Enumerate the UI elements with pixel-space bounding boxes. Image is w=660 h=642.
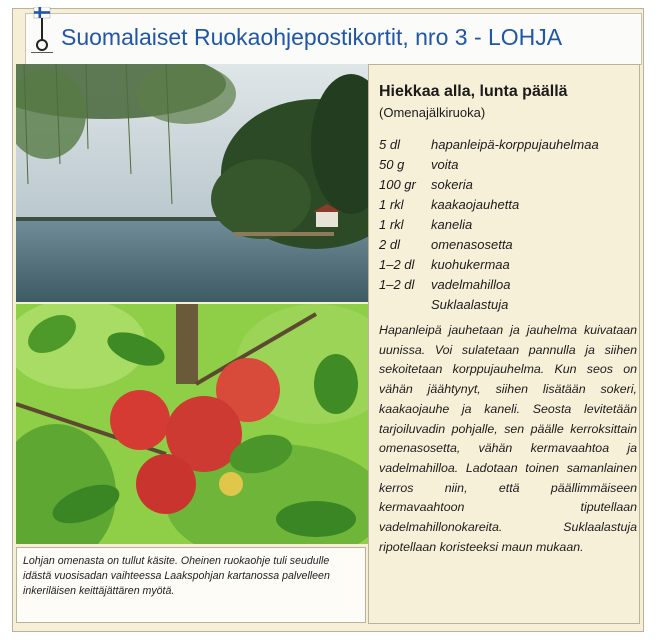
ingredient-item	[379, 295, 599, 315]
ingredient-item	[379, 275, 599, 295]
ingredient-name: kanelia	[431, 217, 473, 232]
ingredient-name: kaakaojauhetta	[431, 197, 520, 212]
ingredient-amount: 100 gr	[379, 177, 416, 192]
ingredient-amount: 5 dl	[379, 137, 400, 152]
ingredient-item	[379, 135, 599, 155]
ingredient-item	[379, 195, 599, 215]
ingredient-amount: 50 g	[379, 157, 405, 172]
ingredient-name: omenasosetta	[431, 237, 513, 252]
recipe-panel	[368, 64, 640, 624]
recipe-method: Hapanleipä jauhetaan ja jauhelma kuivataan uunissa. Voi sulatetaan pannulla ja siihen sekoitetaan korppujauhelma. Kun seos on vähän jäähtynyt, siihen lisätään sokeri, kaakaojauhe ja kaneli. Seosta levitetään tarjoiluvadin pohjalle, sen päälle kerroksittain omenasosetta, vähän kermavaahtoa ja vadelmahilloa. Ladotaan toinen samanlainen kerros niin, että päällimmäiseen kermavaahtoon tiputellaan vadelmahillonokareita. Suklaalastuja ripotellaan koristeeksi maun mukaan.	[379, 323, 637, 554]
recipe-subtitle: (Omenajälkiruoka)	[379, 105, 486, 120]
ingredient-name: hapanleipä-korppujauhelmaa	[431, 137, 599, 152]
ingredient-name: Suklaalastuja	[431, 297, 509, 312]
flag-key-logo-icon	[30, 7, 54, 53]
ingredient-name: voita	[431, 157, 459, 172]
ingredient-item	[379, 255, 599, 275]
ingredient-amount: 2 dl	[379, 237, 400, 252]
lake-photo	[16, 64, 368, 302]
ingredient-name: sokeria	[431, 177, 473, 192]
photo-caption: Lohjan omenasta on tullut käsite. Oheinen ruokaohje tuli seudulle idästä vuosisadan vaihteessa Laakspohjan kartanossa palvelleen inkeriläisen keittäjättären myötä.	[16, 547, 366, 623]
ingredient-item	[379, 155, 599, 175]
ingredient-amount: 1–2 dl	[379, 277, 415, 292]
ingredient-item	[379, 235, 599, 255]
recipe-title: Hiekkaa alla, lunta päällä	[379, 83, 568, 100]
card-title: Suomalaiset Ruokaohjepostikortit, nro 3 - LOHJA	[61, 24, 563, 50]
ingredient-amount: 1–2 dl	[379, 257, 415, 272]
ingredient-list	[379, 135, 599, 315]
ingredient-item	[379, 175, 599, 195]
apple-photo	[16, 304, 368, 544]
ingredient-item	[379, 215, 599, 235]
title-bar	[25, 13, 642, 65]
ingredient-amount: 1 rkl	[379, 197, 404, 212]
ingredient-name: kuohukermaa	[431, 257, 510, 272]
ingredient-amount: 1 rkl	[379, 217, 404, 232]
ingredient-name: vadelmahilloa	[431, 277, 511, 292]
